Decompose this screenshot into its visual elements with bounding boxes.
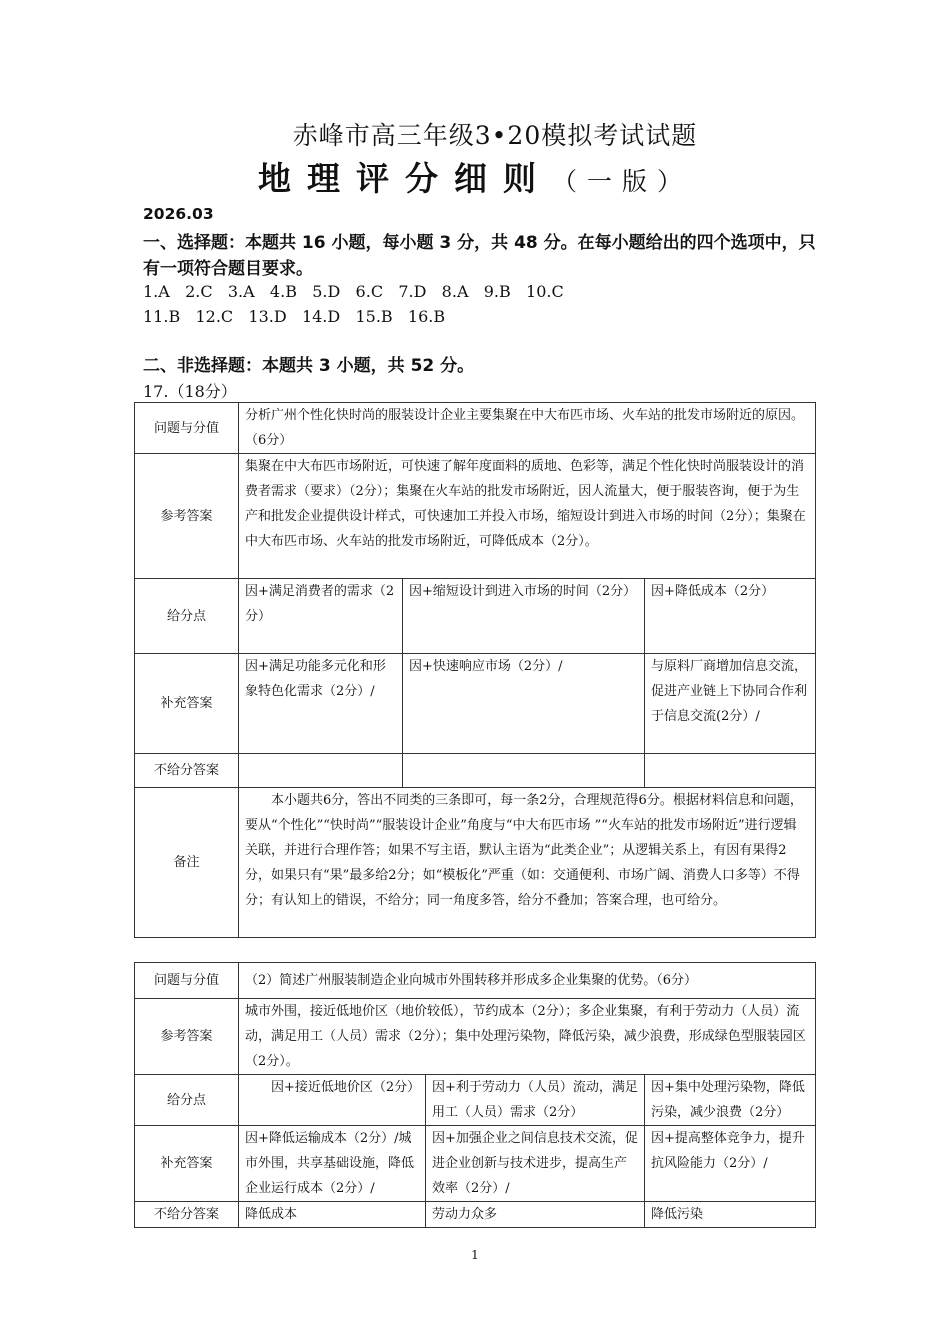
page-number: 1 [471, 1248, 479, 1262]
reference-answer-text: 集聚在中大布匹市场附近，可快速了解年度面料的质地、色彩等，满足个性化快时尚服装设计的消费者需求（要求）（2分）；集聚在火车站的批发市场附近，因人流量大，便于服装咨询，便于为生产和批发企业提供设计样式，可快速加工并投入市场，缩短设计到进入市场的时间（2分）；集聚在中大布匹市场、火车站的批发市场附近，可降低成本（2分）。 [239, 454, 816, 579]
no-score-answer-label: 不给分答案 [135, 754, 239, 788]
question-text: （2）简述广州服装制造企业向城市外围转移并形成多企业集聚的优势。（6分） [239, 963, 816, 999]
section1-heading: 一、选择题：本题共 16 小题，每小题 3 分，共 48 分。在每小题给出的四个选项中，只有一项符合题目要求。 [143, 233, 816, 279]
question-17-label: 17.（18分） [143, 382, 237, 401]
scoring-table-1 [134, 402, 816, 938]
note-label: 备注 [135, 788, 239, 938]
supplementary-answer: 因+满足功能多元化和形象特色化需求（2分）/ [239, 654, 403, 754]
scoring-point: 因+接近低地价区（2分） [239, 1075, 426, 1126]
question-label: 问题与分值 [135, 403, 239, 454]
supplementary-answer: 与原料厂商增加信息交流，促进产业链上下协同合作利于信息交流(2分）/ [645, 654, 816, 754]
scoring-point: 因+降低成本（2分） [645, 579, 816, 654]
scoring-point: 因+缩短设计到进入市场的时间（2分） [403, 579, 645, 654]
scoring-points-label: 给分点 [135, 1075, 239, 1126]
answers-row-1: 1.A 2.C 3.A 4.B 5.D 6.C 7.D 8.A 9.B 10.C [143, 282, 564, 301]
no-score-answer-label: 不给分答案 [135, 1202, 239, 1228]
question-text: 分析广州个性化快时尚的服装设计企业主要集聚在中大布匹市场、火车站的批发市场附近的原因。（6分） [239, 403, 816, 454]
no-score-answer [645, 754, 816, 788]
document-title [0, 153, 950, 200]
no-score-answer: 劳动力众多 [426, 1202, 645, 1228]
no-score-answer: 降低污染 [645, 1202, 816, 1228]
exam-title: 赤峰市高三年级3•20模拟考试试题 [292, 121, 698, 150]
scoring-point: 因+集中处理污染物，降低污染，减少浪费（2分） [645, 1075, 816, 1126]
supplementary-answer: 因+加强企业之间信息技术交流，促进企业创新与技术进步，提高生产效率（2分）/ [426, 1126, 645, 1202]
reference-answer-text: 城市外围，接近低地价区（地价较低），节约成本（2分）；多企业集聚，有利于劳动力（人员）流动，满足用工（人员）需求（2分）；集中处理污染物，降低污染，减少浪费，形成绿色型服装园区（2分）。 [239, 999, 816, 1075]
reference-answer-label: 参考答案 [135, 999, 239, 1075]
version-label: （一版） [551, 167, 692, 196]
scoring-point: 因+满足消费者的需求（2分） [239, 579, 403, 654]
no-score-answer [403, 754, 645, 788]
supplementary-answer: 因+降低运输成本（2分）/城市外围，共享基础设施，降低企业运行成本（2分）/ [239, 1126, 426, 1202]
supplementary-answer: 因+提高整体竞争力，提升抗风险能力（2分）/ [645, 1126, 816, 1202]
section2-heading: 二、非选择题：本题共 3 小题，共 52 分。 [143, 356, 475, 376]
supplementary-answer-label: 补充答案 [135, 654, 239, 754]
scoring-points-label: 给分点 [135, 579, 239, 654]
document-title-main: 地理评分细则 [257, 159, 552, 198]
no-score-answer [239, 754, 403, 788]
supplementary-answer: 因+快速响应市场（2分）/ [403, 654, 645, 754]
note-text: 本小题共6分，答出不同类的三条即可，每一条2分，合理规范得6分。根据材料信息和问题，要从“个性化”“快时尚”“服装设计企业”角度与“中大布匹市场 ”“火车站的批发市场附近”进行逻辑关联，并进行合理作答；如果不写主语，默认主语为“此类企业”；从逻辑关系上，有因有果得2分，如果只有“果”最多给2分；如“模板化”严重（如：交通便利、市场广阔、消费人口多等）不得分；有认知上的错误，不给分；同一角度多答，给分不叠加；答案合理，也可给分。 [239, 788, 816, 938]
reference-answer-label: 参考答案 [135, 454, 239, 579]
question-label: 问题与分值 [135, 963, 239, 999]
answers-row-2: 11.B 12.C 13.D 14.D 15.B 16.B [143, 307, 446, 326]
no-score-answer: 降低成本 [239, 1202, 426, 1228]
scoring-table-2 [134, 962, 816, 1228]
exam-date: 2026.03 [143, 205, 214, 223]
supplementary-answer-label: 补充答案 [135, 1126, 239, 1202]
scoring-point: 因+利于劳动力（人员）流动，满足用工（人员）需求（2分） [426, 1075, 645, 1126]
